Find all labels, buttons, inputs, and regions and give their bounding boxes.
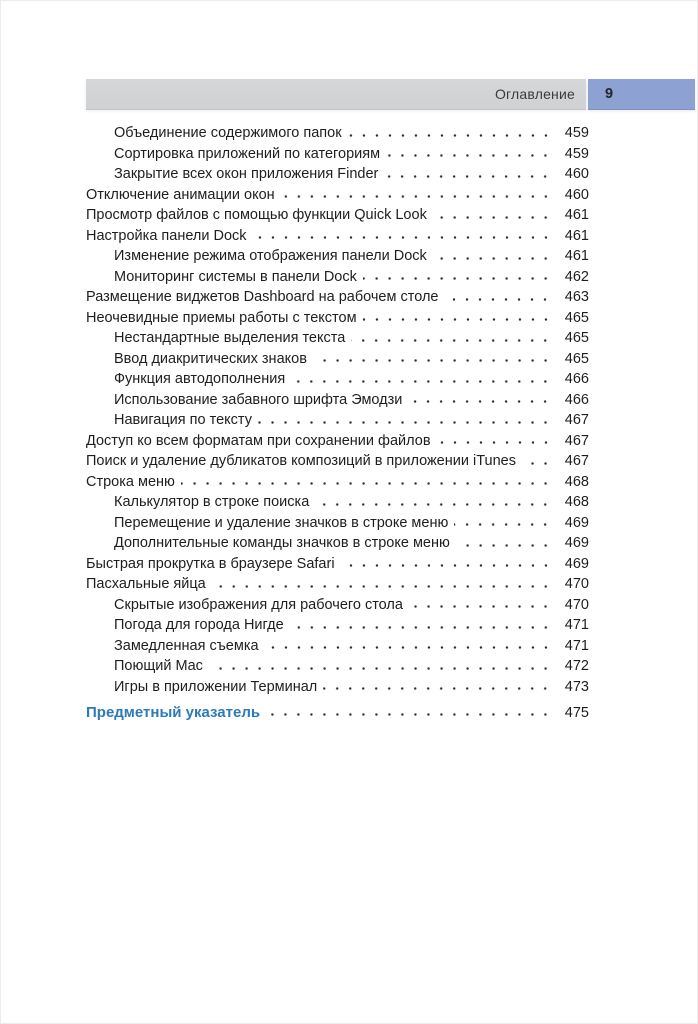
- toc-leader-dots: [313, 351, 554, 372]
- toc-leader-dots: [253, 228, 554, 249]
- toc-entry-page: 459: [564, 145, 589, 162]
- header-bar: [86, 79, 586, 109]
- toc-entry: [86, 453, 589, 474]
- toc-entry-page: 459: [564, 125, 589, 141]
- toc-entry-page: 461: [564, 248, 589, 264]
- toc-entry-page: 466: [564, 371, 589, 387]
- toc-leader-dots: [341, 556, 554, 577]
- toc-entry: [86, 597, 589, 618]
- toc-leader-dots: [351, 330, 554, 351]
- toc-leader-dots: [258, 412, 554, 433]
- toc-entry: [86, 515, 589, 536]
- toc-entry-page: 466: [564, 391, 589, 408]
- header-title: Оглавление: [494, 86, 575, 102]
- toc-entry: [86, 289, 589, 310]
- toc-entry-label: Объединение содержимого папок: [114, 125, 342, 141]
- toc-entry-page: 471: [564, 637, 589, 654]
- toc-leader-dots: [386, 146, 554, 167]
- toc-entry: [86, 146, 589, 167]
- toc-leader-dots: [290, 617, 554, 638]
- toc-entry-label: Навигация по тексту: [114, 412, 252, 428]
- toc-entry: [86, 679, 589, 700]
- toc-entry-label: Неочевидные приемы работы с текстом: [86, 309, 357, 326]
- toc-leader-dots: [291, 371, 554, 392]
- toc-leader-dots: [522, 453, 554, 474]
- toc-leader-dots: [363, 310, 554, 331]
- toc-leader-dots: [323, 679, 554, 700]
- toc-entry: [86, 269, 589, 290]
- toc-entry-label: Нестандартные выделения текста: [114, 330, 346, 346]
- toc-entry-page: 461: [564, 207, 589, 223]
- toc-entry: [86, 433, 589, 454]
- toc-entry-page: 465: [564, 350, 589, 367]
- toc-entry-label: Отключение анимации окон: [86, 186, 275, 203]
- page-number: 9: [605, 86, 614, 102]
- toc-entry-page: 465: [564, 330, 589, 346]
- toc-entry: [86, 658, 589, 679]
- toc-entry-label: Быстрая прокрутка в браузере Safari: [86, 555, 335, 572]
- toc-entry-label: Игры в приложении Терминал: [114, 678, 318, 695]
- toc-list: [86, 125, 589, 725]
- toc-entry-page: 467: [564, 432, 589, 449]
- toc-entry-label: Скрытые изображения для рабочего стола: [114, 596, 403, 613]
- toc-leader-dots: [444, 289, 554, 310]
- toc-leader-dots: [209, 658, 554, 679]
- toc-entry-page: 460: [564, 166, 589, 182]
- toc-entry-page: 465: [564, 309, 589, 326]
- toc-leader-dots: [456, 535, 554, 556]
- toc-entry: [86, 638, 589, 659]
- toc-entry-label: Изменение режима отображения панели Dock: [114, 248, 427, 264]
- toc-entry: [86, 412, 589, 433]
- toc-entry-label: Ввод диакритических знаков: [114, 350, 307, 367]
- toc-leader-dots: [281, 187, 554, 208]
- toc-entry: [86, 125, 589, 146]
- toc-leader-dots: [454, 515, 554, 536]
- toc-entry-page: 462: [564, 268, 589, 285]
- toc-leader-dots: [212, 576, 554, 597]
- toc-leader-dots: [181, 474, 554, 495]
- toc-entry: [86, 310, 589, 331]
- toc-entry-page: 469: [564, 555, 589, 572]
- toc-entry: [86, 556, 589, 577]
- toc-entry-page: 469: [564, 514, 589, 531]
- toc-entry-label: Пасхальные яйца: [86, 576, 206, 592]
- toc-entry-page: 463: [564, 289, 589, 305]
- toc-entry-page: 460: [564, 186, 589, 203]
- toc-leader-dots: [363, 269, 554, 290]
- toc-entry: [86, 617, 589, 638]
- toc-entry-label: Калькулятор в строке поиска: [114, 494, 310, 510]
- toc-entry-page: 470: [564, 596, 589, 613]
- toc-entry: [86, 248, 589, 269]
- toc-entry: [86, 228, 589, 249]
- toc-entry-label: Предметный указатель: [86, 704, 261, 721]
- toc-leader-dots: [437, 433, 554, 454]
- toc-entry-page: 470: [564, 576, 589, 592]
- toc-entry: [86, 576, 589, 597]
- toc-entry-label: Закрытие всех окон приложения Finder: [114, 166, 379, 182]
- toc-leader-dots: [408, 392, 554, 413]
- toc-entry: [86, 392, 589, 413]
- toc-entry: [86, 330, 589, 351]
- toc-entry-page: 468: [564, 473, 589, 490]
- toc-entry-label: Мониторинг системы в панели Dock: [114, 268, 357, 285]
- toc-entry-page: 472: [564, 658, 589, 674]
- toc-entry-label: Размещение виджетов Dashboard на рабочем столе: [86, 289, 439, 305]
- toc-entry-page: 467: [564, 412, 589, 428]
- toc-leader-dots: [266, 704, 554, 725]
- toc-entry-label: Строка меню: [86, 473, 175, 490]
- toc-entry-label: Просмотр файлов с помощью функции Quick Look: [86, 207, 427, 223]
- toc-entry-page: 475: [564, 705, 589, 721]
- toc-entry: [86, 704, 589, 725]
- toc-entry-label: Замедленная съемка: [114, 637, 259, 654]
- toc-entry-label: Функция автодополнения: [114, 371, 286, 387]
- toc-leader-dots: [409, 597, 554, 618]
- toc-entry: [86, 166, 589, 187]
- toc-entry: [86, 187, 589, 208]
- toc-entry-label: Поиск и удаление дубликатов композиций в приложении iTunes: [86, 453, 516, 469]
- page-number-box: [588, 79, 695, 109]
- toc-entry-label: Дополнительные команды значков в строке меню: [114, 535, 450, 551]
- toc-entry-page: 468: [564, 494, 589, 510]
- toc-entry-page: 471: [564, 617, 589, 633]
- toc-entry-page: 469: [564, 535, 589, 551]
- toc-entry: [86, 371, 589, 392]
- toc-entry: [86, 535, 589, 556]
- toc-entry: [86, 494, 589, 515]
- toc-leader-dots: [384, 166, 554, 187]
- toc-entry-label: Перемещение и удаление значков в строке меню: [114, 514, 449, 531]
- toc-leader-dots: [315, 494, 554, 515]
- toc-leader-dots: [433, 248, 554, 269]
- toc-entry-page: 473: [564, 678, 589, 695]
- toc-entry: [86, 474, 589, 495]
- toc-leader-dots: [348, 125, 554, 146]
- toc-entry: [86, 207, 589, 228]
- toc-entry-label: Поющий Mac: [114, 658, 203, 674]
- toc-entry-label: Настройка панели Dock: [86, 227, 247, 244]
- toc-entry: [86, 351, 589, 372]
- toc-entry-label: Погода для города Нигде: [114, 617, 284, 633]
- toc-entry-page: 467: [564, 453, 589, 469]
- toc-entry-label: Сортировка приложений по категориям: [114, 145, 381, 162]
- toc-leader-dots: [433, 207, 554, 228]
- toc-leader-dots: [265, 638, 554, 659]
- toc-entry-label: Использование забавного шрифта Эмодзи: [114, 391, 403, 408]
- toc-entry-label: Доступ ко всем форматам при сохранении файлов: [86, 432, 431, 449]
- toc-entry-page: 461: [564, 227, 589, 244]
